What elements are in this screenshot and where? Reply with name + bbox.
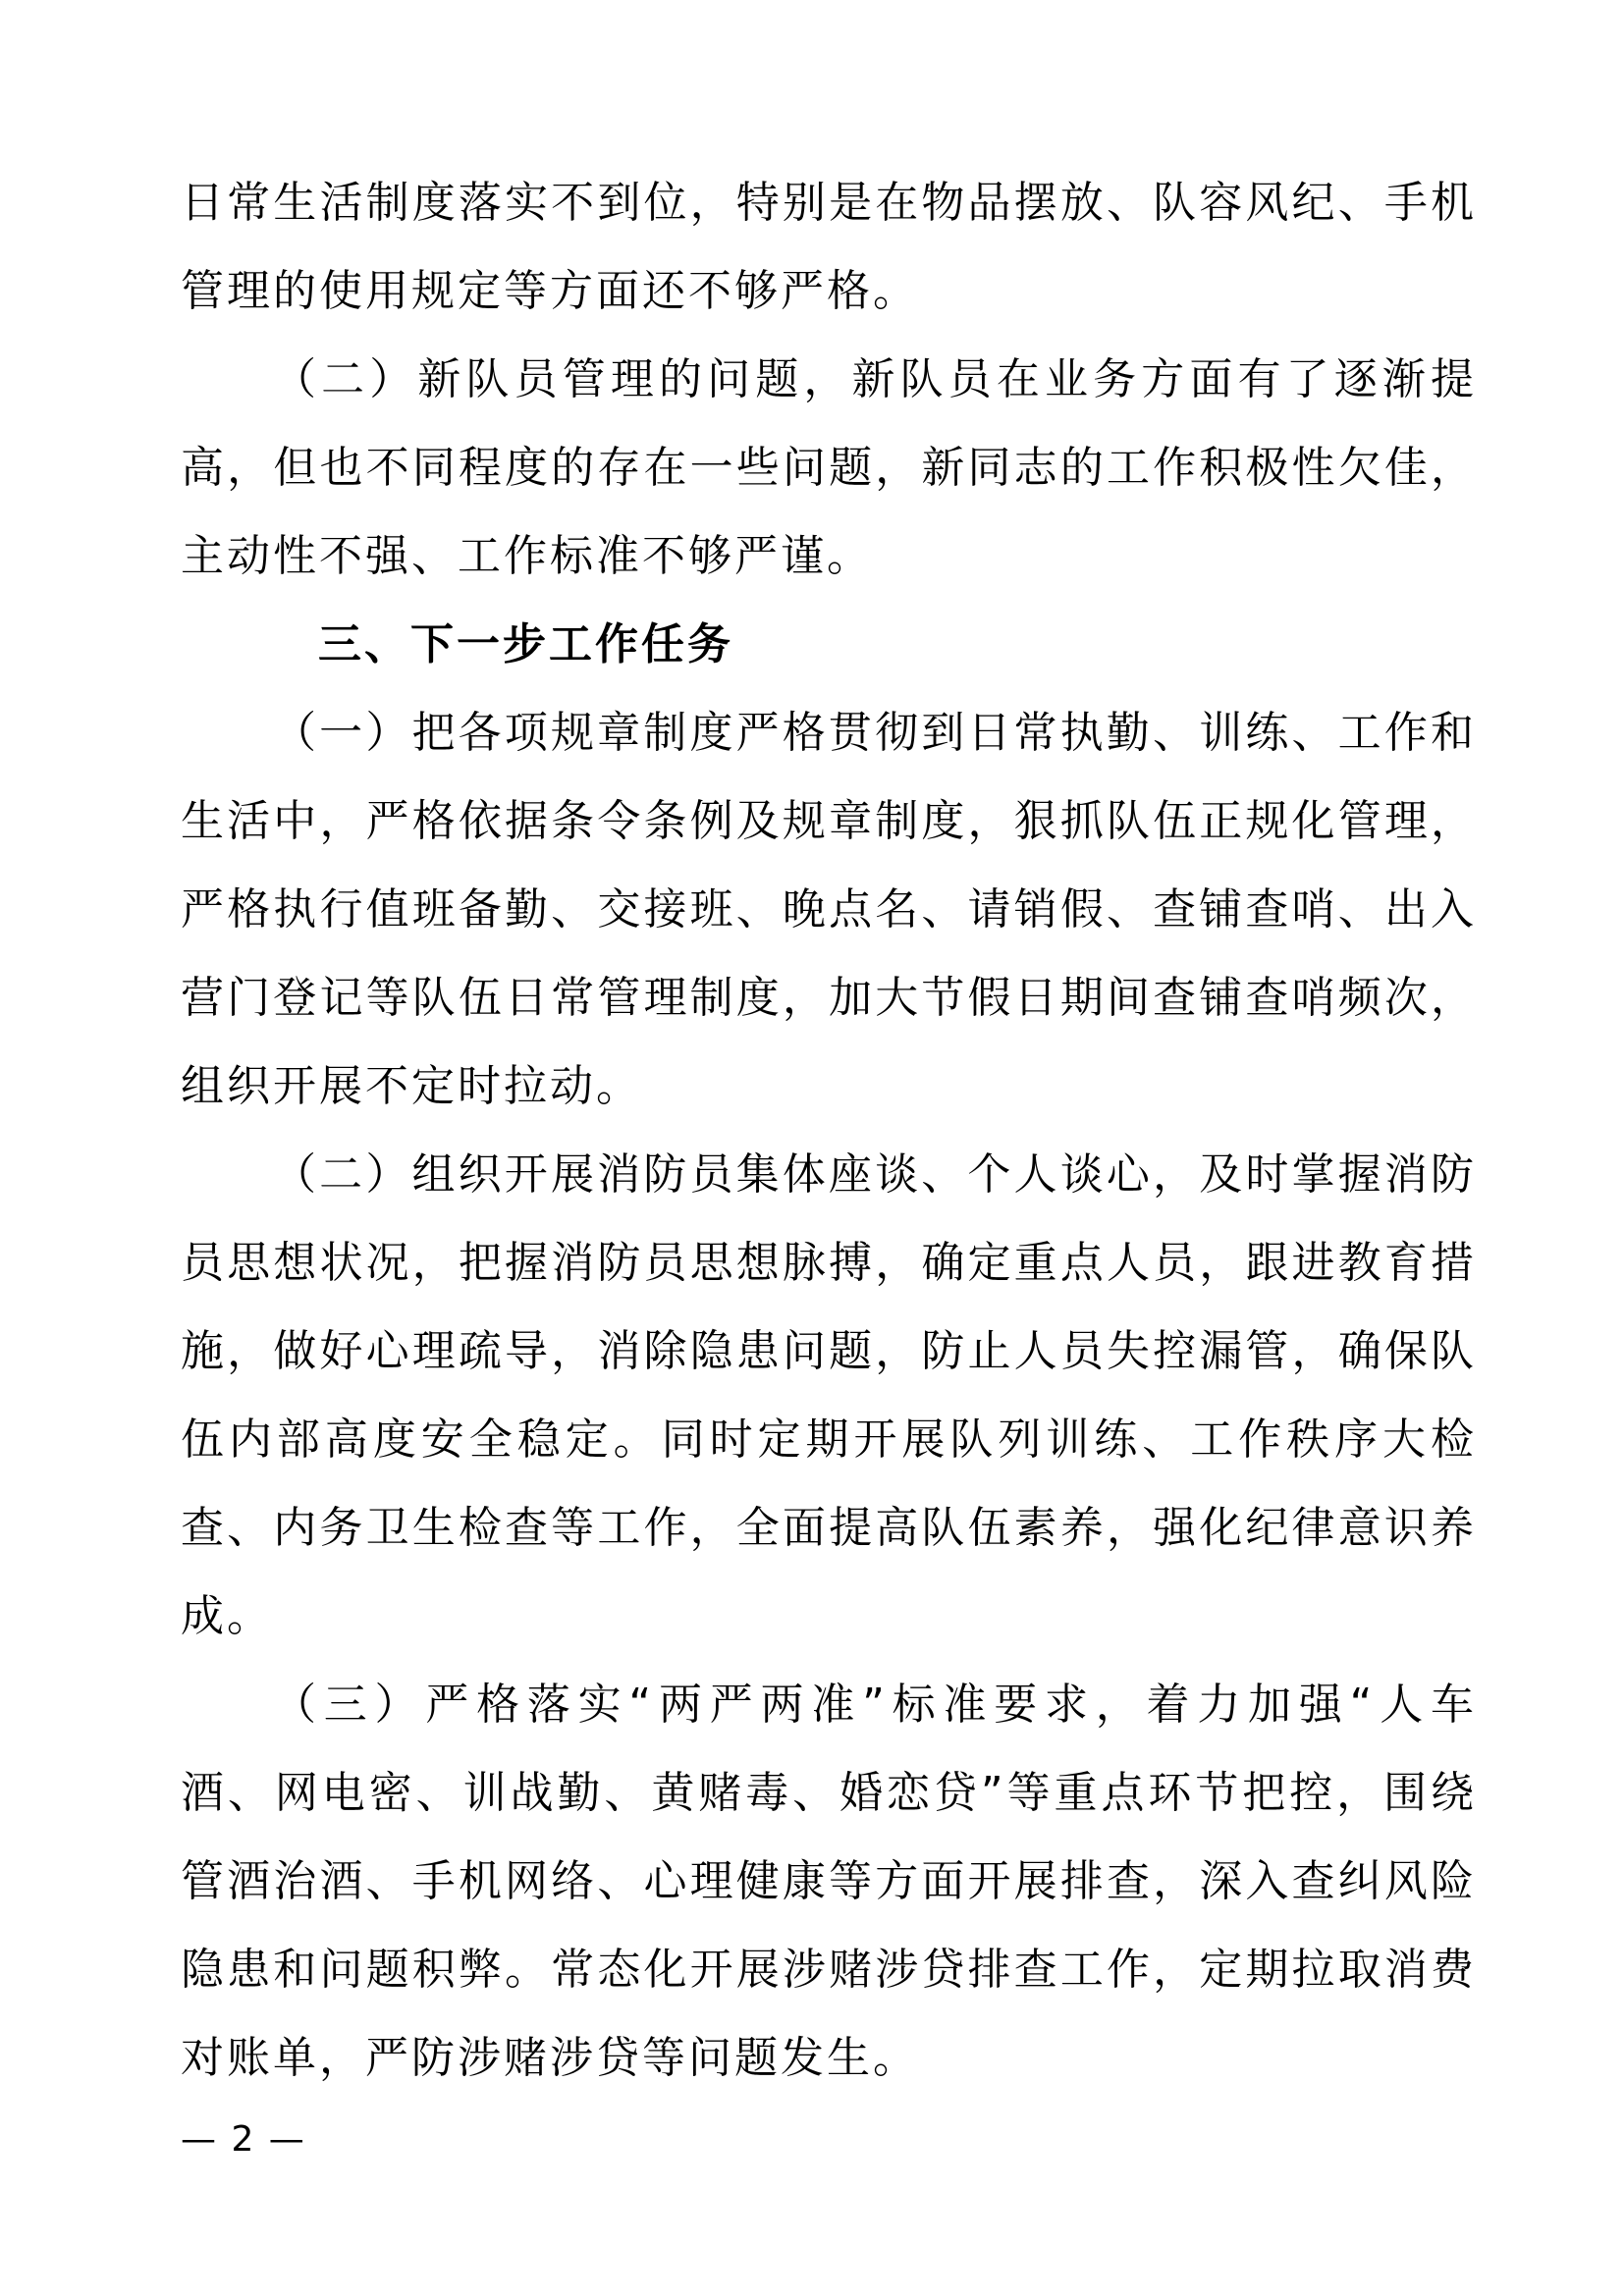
text-line: 管理的使用规定等方面还不够严格。 [181, 266, 919, 316]
text-line: （三）严格落实“两严两准”标准要求，着力加强“人车 [273, 1680, 1477, 1730]
text-line: 生活中，严格依据条令条例及规章制度，狠抓队伍正规化管理， [181, 796, 1477, 846]
text-line: 伍内部高度安全稳定。同时定期开展队列训练、工作秩序大检 [181, 1415, 1477, 1465]
text-line: （一）把各项规章制度严格贯彻到日常执勤、训练、工作和 [273, 708, 1477, 758]
text-line: 员思想状况，把握消防员思想脉搏，确定重点人员，跟进教育措 [181, 1238, 1477, 1288]
text-line: 施，做好心理疏导，消除隐患问题，防止人员失控漏管，确保队 [181, 1326, 1477, 1376]
text-line: 严格执行值班备勤、交接班、晚点名、请销假、查铺查哨、出入 [181, 884, 1477, 934]
text-line: 组织开展不定时拉动。 [181, 1061, 642, 1111]
document-body [181, 159, 1477, 2103]
page-number: — 2 — [181, 2119, 306, 2160]
text-line: （二）新队员管理的问题，新队员在业务方面有了逐渐提 [273, 354, 1477, 404]
text-line: 隐患和问题积弊。常态化开展涉赌涉贷排查工作，定期拉取消费 [181, 1945, 1477, 1995]
text-line: 管酒治酒、手机网络、心理健康等方面开展排查，深入查纠风险 [181, 1856, 1477, 1906]
text-line: 酒、网电密、训战勤、黄赌毒、婚恋贷”等重点环节把控，围绕 [181, 1768, 1477, 1818]
text-line: 成。 [181, 1591, 273, 1641]
text-line: （二）组织开展消防员集体座谈、个人谈心，及时掌握消防 [273, 1149, 1477, 1200]
text-line: 营门登记等队伍日常管理制度，加大节假日期间查铺查哨频次， [181, 973, 1477, 1023]
text-line: 查、内务卫生检查等工作，全面提高队伍素养，强化纪律意识养 [181, 1503, 1477, 1553]
text-line: 主动性不强、工作标准不够严谨。 [181, 531, 873, 581]
text-line: 对账单，严防涉赌涉贷等问题发生。 [181, 2033, 919, 2083]
section-heading: 三、下一步工作任务 [318, 619, 733, 669]
text-line: 高，但也不同程度的存在一些问题，新同志的工作积极性欠佳， [181, 443, 1477, 493]
text-line: 日常生活制度落实不到位，特别是在物品摆放、队容风纪、手机 [181, 178, 1477, 228]
